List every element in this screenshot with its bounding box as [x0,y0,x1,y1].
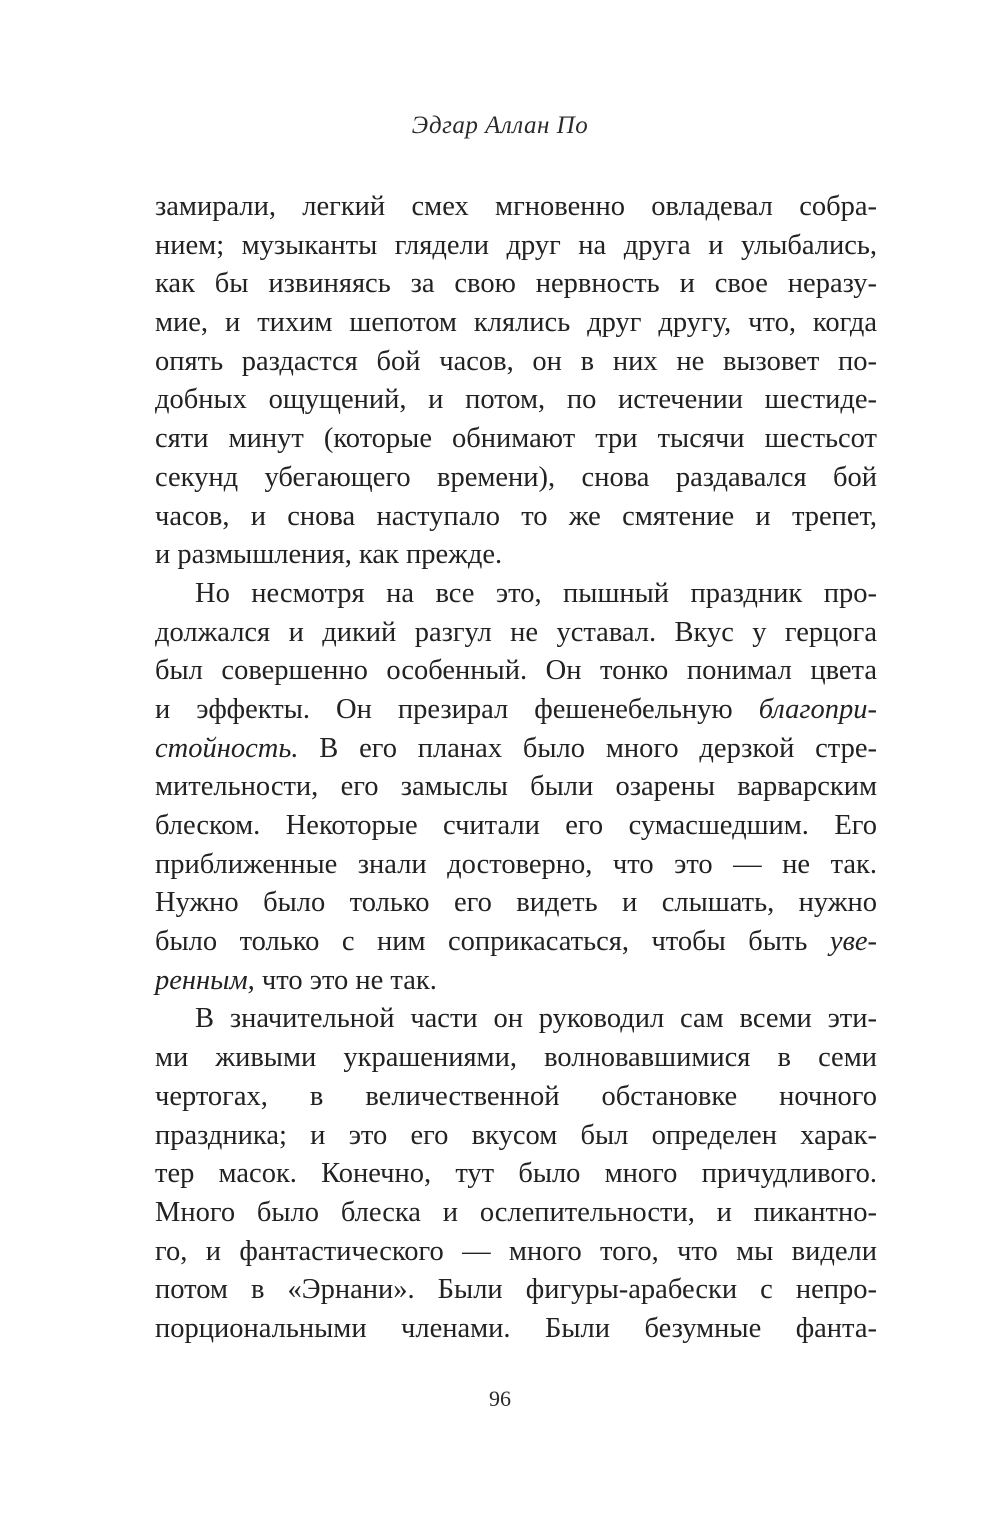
italic-run: ренным, [155,964,255,996]
text-line [155,923,877,962]
text-line: опять раздастся бой часов, он в них не вызовет по- [155,345,877,377]
text-line: должался и дикий разгул не уставал. Вкус у герцога [155,616,877,648]
text-line: добных ощущений, и потом, по истечении шестиде- [155,384,877,416]
text-line: Нужно было только его видеть и слышать, нужно [155,887,877,919]
text-line: Но несмотря на все это, пышный праздник про- [195,577,877,609]
text-line: был совершенно особенный. Он тонко понимал цвета [155,655,877,687]
page-body [155,188,877,1349]
text-line: как бы извиняясь за свою нервность и свое неразу- [155,268,877,300]
text-line: ми живыми украшениями, волновавшимися в семи [155,1042,877,1074]
running-header: Эдгар Аллан По [411,112,589,139]
italic-run: благопри- [758,693,877,725]
text-line: порциональными членами. Были безумные фанта- [155,1312,877,1344]
text-line: праздника; и это его вкусом был определен харак- [155,1119,877,1151]
text-line: Много было блеска и ослепительности, и пикантно- [155,1196,877,1228]
text-line: сяти минут (которые обнимают три тысячи шестьсот [155,423,877,455]
text-line: мие, и тихим шепотом клялись друг другу, что, когда [155,307,877,339]
text-run: что это не так. [254,964,437,996]
text-line: блеском. Некоторые считали его сумасшедшим. Его [155,810,877,841]
text-line [155,691,877,730]
text-run: было только с ним соприкасаться, чтобы быть [155,926,830,958]
page-number: 96 [489,1386,511,1411]
text-line: и размышления, как прежде. [155,539,503,571]
text-line: мительности, его замыслы были озарены варварским [155,771,877,803]
text-line: приближенные знали достоверно, что это — не так. [155,848,877,880]
text-line: нием; музыканты глядели друг на друга и улыбались, [155,229,877,261]
text-run: и эффекты. Он презирал фешенебельную [155,693,759,725]
text-line [155,730,877,769]
text-line [155,962,877,1001]
text-line: тер масок. Конечно, тут было много причудливого. [155,1158,877,1190]
text-line: чертогах, в величественной обстановке ночного [155,1080,877,1112]
text-run: В его планах было много дерзкой стре- [298,732,877,764]
text-line: часов, и снова наступало то же смятение и трепет, [155,500,877,532]
text-line: В значительной части он руководил сам всеми эти- [195,1003,877,1035]
italic-run: стойность. [155,732,299,764]
text-line: замирали, легкий смех мгновенно овладевал собра- [155,191,877,222]
italic-run: уве- [829,926,877,958]
text-line: го, и фантастического — много того, что мы видели [155,1235,877,1267]
text-line: секунд убегающего времени), снова раздавался бой [155,461,877,493]
text-line: потом в «Эрнани». Были фигуры-арабески с непро- [155,1274,877,1306]
